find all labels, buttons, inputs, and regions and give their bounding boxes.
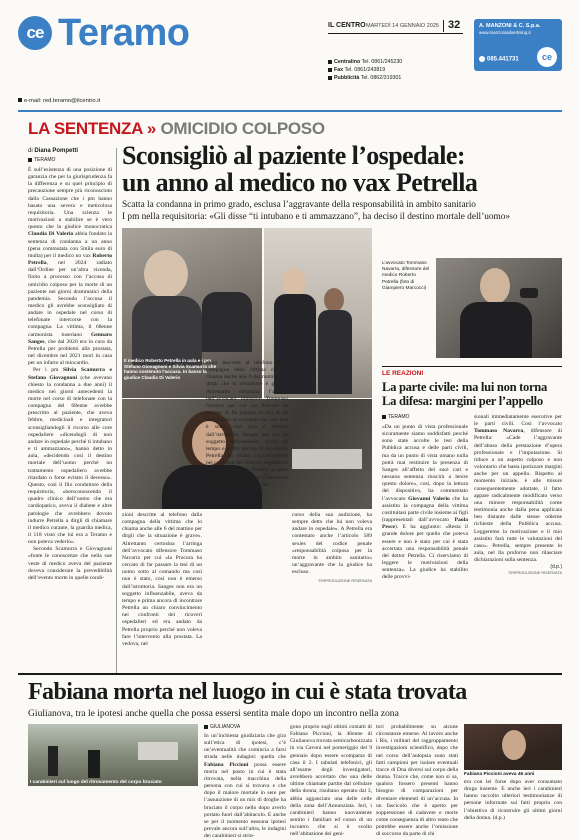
article1-col2: zioni descritte al telefono dalla compagna della vittima che lo chiama anche alle 6 del mattino per dirgli che la situazione è grave». Altrettanto certosina l’arringa dell’avvocato difensore Tommaso Navarra per cui «la Procura ha cercato di far passare la tesi di un uomo sotto al comando ma così non è stato, così non è emerso dall’istruttoria. Sanges non era un soggetto influenzabile, aveva da tempo e prima ancora di incontrare Petrella un chiaro convincimento nei confronti dei ricoveri ospedalieri ed era andato da Petrella proprio perché non voleva fare l’intervento alla prostata. La vedova, nel — [122, 512, 202, 647]
article2-location: GIULIANOVA — [204, 724, 240, 730]
article1-deck: Scatta la condanna in primo grado, esclusa l’aggravante della responsabilità in ambito sanitario I pm nella requisitoria: «Gli disse “ti intubano e ti ammazzano”, ha deciso il destino mortale dell’uomo» — [122, 200, 511, 222]
article2-col3: tori probabilmente su alcune circostanze emerse. Al lavoro anche i Ris, i militari del raggruppamento investigazioni scientifico, dopo che nel corso dell’autopsia sono stati fatti campioni per isolare eventuali tracce di Dna diversi sul corpo della donna. Tracce che, come non si sa, qualora fossero presenti hanno bisogno di comparazioni per diventare elementi di un’accusa. In un fascicolo che è aperto per soppressione di cadavere e morte come conseguenza di altro reato che potrebbe essere anche l’omissione di soccorso da parte di chi — [376, 724, 458, 838]
contact-line: Pubblicità Tel. 0862/319301 — [328, 74, 402, 82]
article2-col4: era con lei forse dopo aver consumato droga insieme. E anche ieri i carabinieri hanno raccolto ulteriori testimonianze di persone informate sui fatti proprio con l’obiettivo di ricostruire gli ultimi giorni della donna. (d.p.) — [464, 779, 562, 821]
lawyer-photo — [436, 258, 562, 358]
kicker-label: LA SENTENZA — [28, 119, 143, 138]
crime-scene-caption: I carabinieri sul luogo del ritrovamento del corpo bruciato — [30, 780, 162, 785]
contact-line: Centralino Tel. 0861/245230 — [328, 58, 402, 66]
author-name: Diana Pompetti — [34, 148, 79, 154]
article2-deck: Giulianova, tra le ipotesi anche quella che possa essersi sentita male dopo un incontro nella zona — [28, 708, 399, 719]
sidebar-headline: La parte civile: ma lui non torna La difesa: margini per l’appello — [382, 380, 548, 408]
byline: di Diana Pompetti — [28, 148, 79, 154]
sidebar-location: TERAMO — [382, 414, 409, 420]
contacts-block — [328, 58, 402, 83]
ad-logo: ce — [537, 47, 557, 67]
kicker — [28, 119, 325, 139]
victim-photo — [464, 724, 562, 770]
square-bullet-icon — [18, 98, 22, 102]
article1-col1: È sull’esistenza di una posizione di garanzia che per la giurisprudenza fa la differenza e su quel principio di precauzione sempre più riconosciuto dalla Cassazione che i pm hanno basato una severa e meticolosa requisitoria. Una scienza le motivazioni a stabilire se è vero questo che la giudice monocratica Claudia Di Valerio abbia fondato la sentenza di condanna a un anno (pena commutata con 5mila euro di multa) per il medico no vax Roberto Petrella, nel 2024 radiato dall’Ordine per un’altra vicenda, finito a processo con l’accusa di omicidio colposo per la morte di un paziente nei giorni drammatici della pandemia. Secondo l’accusa il medico gli avrebbe sconsigliato di andare in ospedale nel corso di telefonate intercorse con la compagna. La vittima, il 68enne carmonista tuseriano Gennaro Sanges, che dal 2020 era in cura da Petrella per problemi alla prostata, nel dicembre nel 2021 morì in casa per un infarto al miocardio. Per i pm Silvia Scamurra e Stefano Giovagnoni (che avevano chiesto la condanna a due anni) il medico nei giorni antecedenti la morte nel corso di telefonate con la compagna del 68enne avrebbe prescritto al paziente, che aveva febbre, medicinali e integratori sconsigliandogli il ricorso alle cure ospedaliere «dicendogli di non andare in ospedale perché ti intubano e ti ammazzano», hanno detto in aula, «decidendo così il destino mortale dell’uomo perché un trattamento ospedaliero avrebbe ritardato o forse evitato il decesso». Questo, così il filo conduttore della requisitoria, «bersconoscendo il quadro clinico dell’uomo che era cardiopatico, aveva il diabete e altre patologie che avrebbero dovuto indurre Petrella a dirgli di chiamare il medico curante, la guardia medica, il 118 visto che lui era a Teramo e non poteva vederlo». Secondo Scamurra e Giovagnoni «fonte le conoscenze che nella sue veste di medico aveva del paziente doveva considerare la prevedibilità dell’evento morte in quelle condi- — [28, 167, 112, 581]
article1-headline: Sconsigliò al paziente l’ospedale: un anno al medico no vax Petrella — [122, 141, 478, 198]
logo-letters: ce — [26, 23, 44, 42]
ad-company: A. MANZONI & C. S.p.a. — [479, 23, 541, 29]
kicker-topic: OMICIDIO COLPOSO — [160, 119, 325, 138]
article2-col2: gono proprio sugli ultimi contatti di Fabiana Piccioni, la 46enne di Giulianova trovata semicarbonizzata in via Cavoni nel pomeriggio del 9 gennaio dopo essere scomparsa di casa il 2. I tabulati telefonici, gli all’esame degli investigatori, avrebbero accertato che una delle ultime chiamate partite dal cellulare della donna, risultano operato dal 3, abbia agganciato una delle celle della zona dell’Annunziata. Ieri, i carabinieri hanno nuovamente sentito i familiari ed conso di un incontro che si è svolto nell’abitazione dei geni- — [290, 724, 373, 838]
sidebar-label: LE REAZIONI — [382, 370, 424, 377]
contact-line: Fax Tel. 0861/243819 — [328, 66, 402, 74]
kicker-separator: » — [146, 119, 157, 138]
crime-scene-photo — [28, 724, 198, 786]
victim-photo-caption: Fabiana Piccioni aveva 46 anni — [464, 772, 535, 777]
ad-box — [474, 19, 562, 71]
article1-col2-cont: zioni descritte al telefono dalla compagna della vittima che lo chiama anche alle 6 del mattino per dirgli che la situazione è grave». Altrettanto certosina l’arringa dell’avvocato difensore Tommaso Navarra per cui «la Procura ha cercato di far passare la tesi di un uomo sotto al comando ma così non è stato, così non è emerso dall’istruttoria. Sanges non era un soggetto influenzabile, aveva da tempo e prima ancora di incontrare Petrella un chiaro convincimento nei confronti dei ricoveri ospedalieri ed era andato da Petrella proprio perché non voleva fare l’intervento alla prostata. La vedova, nel — [206, 360, 288, 488]
article1-col3: corso della sua audizione, ha sempre detto che lui non voleva andare in ospedale». A Petrella era contestato anche l’articolo 589 sexies del codice penale «responsabilità colposa per la morte in ambito sanitario» un’aggravante che la giudice ha escluso. ©RIPRODUZIONE RISERVATA — [292, 512, 372, 584]
issue-date: MARTEDÌ 14 GENNAIO 2025 — [366, 23, 439, 29]
masthead-logo — [18, 16, 52, 50]
article2-col1: In un’inchiesta giudiziaria che gira sull’etica di ipotesi, c’è un’eventualità che comincia a farsi strada nelle indagini: quella che Fabiana Piccioni possa essere morta nel posto in cui è stata ritrovata, nella macchina della persona con cui si trovava e che dopo il malore mortale in sere per l’assunzione di un mix di droghe ha bruciato il corpo nello dopo averlo portato fuori dall’abitacolo. E anche se per il momento nessuna ipotesi prevale ancora sull’altra, le indagini dei carabinieri si strin- — [204, 733, 287, 840]
sidebar-col1: «Da un punto di vista professionale sicuramente siamo soddisfatti perché sono state accolte le tesi della Pubblica accusa e delle parti civili, ma da un punto di vista umano nulla potrà mai restituire la presenza di Sanges all’affetto dei suoi cari e nessuna sentenza riuscirà a lenire questo dolore», così, dopo la lettura del dispositivo, ha commentato l’avvocato Giovanni Valerio che ha assistito la compagna della vittima costituitasi parte civile insieme ai figli (rappresentati dall’avvocato Paola Pesce). E ha aggiunto: «Resta il grande dolore per quello che poteva essere e non è stato per cui è stata accertata una responsabilità penale del dottor Petrella. Ci riserviamo di leggere le motivazioni della sentenza». La giudice ha stabilito delle provvi- — [382, 424, 468, 581]
ad-site: www.manzoniadvertising.it — [479, 30, 531, 35]
paper-name: IL CENTRO — [328, 22, 366, 29]
ad-phone-row: 085.441731 — [479, 56, 519, 63]
article2-headline: Fabiana morta nel luogo in cui è stata trovata — [28, 679, 467, 705]
page-number: 32 — [448, 19, 461, 31]
city-title: Teramo — [58, 12, 190, 54]
phone-icon — [479, 56, 485, 62]
courtroom-photo-caption: Il medico Roberto Petrella in aula e i pm Stefano Giovagnoni e Silvia Scamurra che hanno sostenuto l’accusa. In basso la giudice Claudia Di Valerio — [124, 358, 217, 381]
lawyer-photo-caption: L’avvocato Tommaso Navarra, difensore del medico Roberto Petrella (foto di Giampiero Marcocci) — [382, 261, 430, 291]
article1-location: TERAMO — [28, 157, 55, 163]
sidebar-col2: sionali immediatamente esecutive per le parti civili. Così l’avvocato Tommaso Navarra, difensore di Petrella: «Cade l’aggravante dell’abuso della prestazione d’opera professionale e l’imputazione. Si riduce a un aspetto colposo e non volontario che basta ipotizzare margini anche per un appello. Rispetto al momento iniziale, è alle misure conseguentemente adottate, il fatto appare radicalmente modificato verso una minore responsabilità come testimonia anche dalla pena applicata ben distante dalle stesse odierne richieste della Pubblica accusa. Leggeremo la motivazione e il mio assistito farà tutte le valutazioni del caso». Petrella, sempre presente in aula, nel lla proforno non rilasciare dichiarazioni sulla sentenza. (d.p.) ©RIPRODUZIONE RISERVATA — [474, 414, 562, 575]
email-line: e-mail: red.teramo@ilcentro.it — [18, 98, 100, 104]
